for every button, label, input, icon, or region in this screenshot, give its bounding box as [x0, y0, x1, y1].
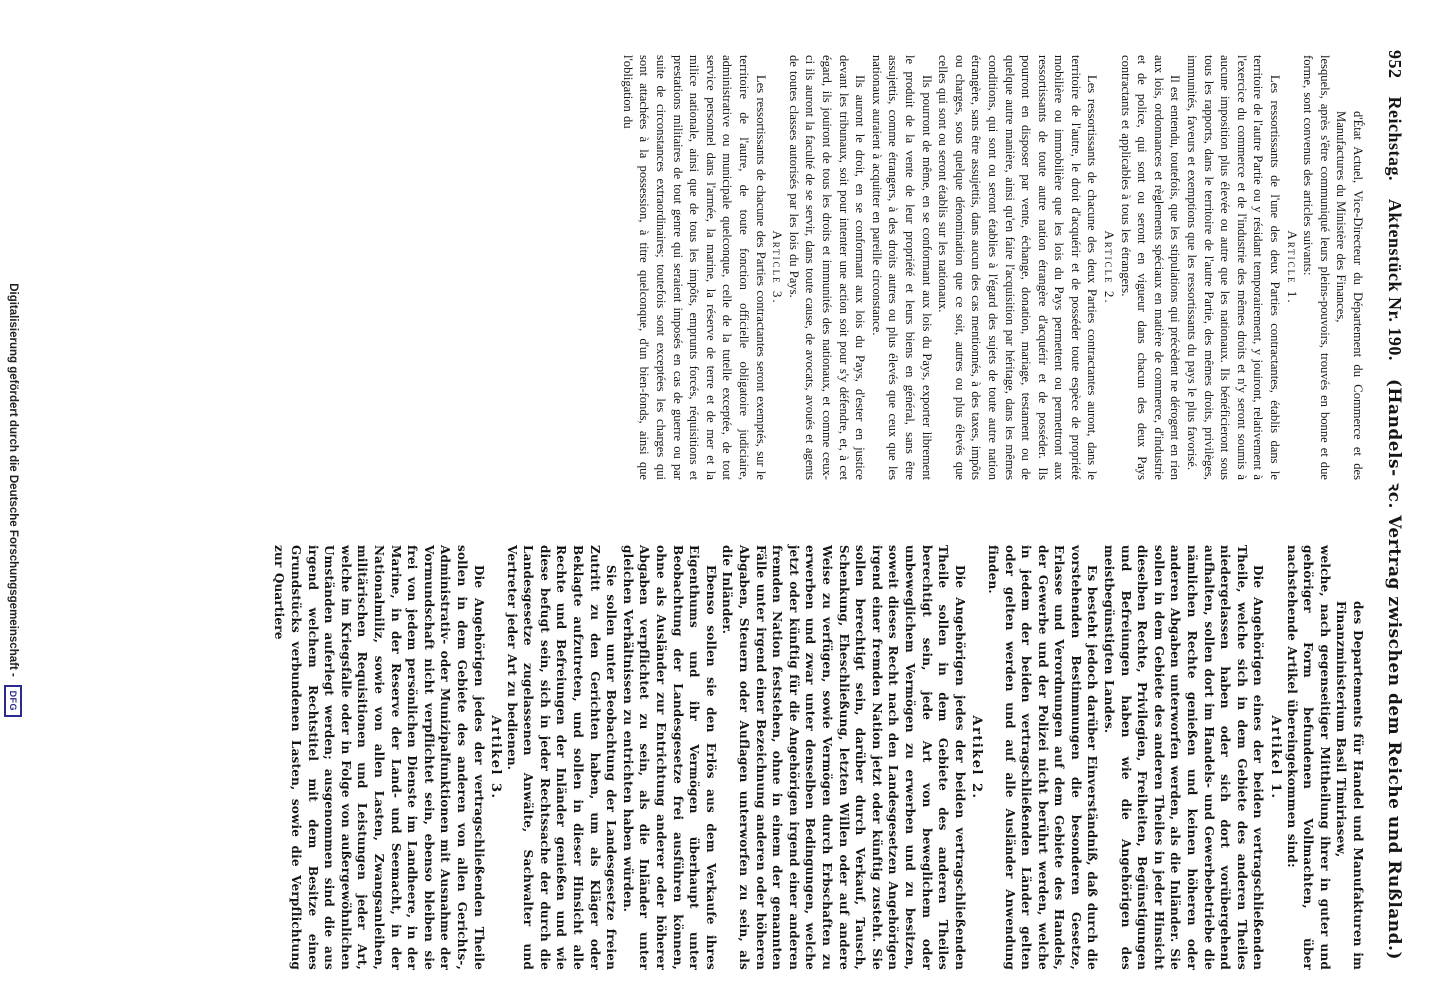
- intro-paragraph: lesquels, après s'être communiqué leurs pleins-pouvoirs, trouvés en bonne et due forme, sont convenus des articles suivants:: [1301, 55, 1332, 480]
- header-document-number: Aktenstück Nr. 190.: [1385, 199, 1405, 361]
- page-header: [1384, 50, 1418, 985]
- article-heading: Article 1.: [1284, 230, 1300, 305]
- page-number: 952: [1385, 50, 1405, 79]
- article-paragraph: Ebenso sollen sie den Erlös aus dem Verkaufe ihres Eigenthums und ihr Vermögen überhaupt unter Beobachtung der Landesgesetze frei ausführen können, ohne als Ausländer zur Entrichtung anderer oder höherer Abgaben verpflichtet zu sein, als die Inländer unter gleichen Verhältnissen zu entrichten haben würden.: [620, 545, 718, 970]
- article-heading: Artikel 2.: [969, 715, 985, 800]
- german-column: [271, 545, 1366, 970]
- article-heading: Article 3.: [770, 230, 786, 305]
- footer-text: Digitalisierung gefördert durch die Deutsche Forschungsgemeinschaft -: [7, 283, 19, 677]
- article-paragraph: Il est entendu, toutefois, que les stipulations qui précèdent ne dérogent en rien aux lois, ordonnances et règlements spéciaux en matière de commerce, d'industrie et de police, qui sont ou seront en vigueur dans chacun des deux Pays contractants et applicables à tous les étrangers.: [1118, 55, 1183, 480]
- article-paragraph: Ils pourront de même, en se conformant aux lois du Pays, exporter librement le produit de la vente de leur propriété et leurs biens en général, sans être assujettis, comme étrangers, à des droits autres ou plus élevés que ceux que les nationaux auraient à acquitter en pareille circonstance.: [869, 55, 934, 480]
- dfg-logo: DFG: [4, 685, 22, 717]
- article-paragraph: Les ressortissants de l'une des deux Parties contractantes, établis dans le territoire de l'autre Partie ou y résidant temporairement, y jouiront, relativement à l'exercice du commerce et de l'industrie des mêmes droits et n'y seront soumis à aucune imposition plus élevée ou autre que les nationaux. Ils bénéficieront sous tous les rapports, dans le territoire de l'autre Partie, des mêmes droits, privilèges, immunités, faveurs et exemptions que les ressortissants du pays le plus favorisé.: [1185, 55, 1283, 480]
- article-heading: Artikel 3.: [488, 715, 504, 800]
- article-paragraph: Die Angehörigen eines der beiden vertragschließenden Theile, welche sich in dem Gebiete des anderen Theiles niedergelassen haben oder sich dort vorübergehend aufhalten, sollen dort im Handels- und Gewerbebetriebe die nämlichen Rechte genießen und keinen höheren oder anderen Abgaben unterworfen werden, als die Inländer. Sie sollen in dem Gebiete des anderen Theiles in jeder Hinsicht dieselben Rechte, Privilegien, Freiheiten, Begünstigungen und Befreiungen haben wie die Angehörigen des meistbegünstigten Landes.: [1102, 545, 1266, 970]
- intro-paragraph: d'État Actuel, Vice-Directeur du Département du Commerce et des Manufactures du Ministère des Finances,: [1334, 111, 1365, 480]
- article-paragraph: Die Angehörigen jedes der beiden vertragschließenden Theile sollen in dem Gebiete des anderen Theiles berechtigt sein, jede Art von beweglichem oder unbeweglichem Vermögen zu erwerben und zu besitzen, soweit dieses Recht nach den Landesgesetzen Angehörigen irgend einer fremden Nation jetzt oder künftig zusteht. Sie sollen berechtigt sein, darüber durch Verkauf, Tausch, Schenkung, Eheschließung, letzten Willen oder auf andere Weise zu verfügen, sowie Vermögen durch Erbschaften zu erwerben und zwar unter denselben Bedingungen, welche jetzt oder künftig für die Angehörigen irgend einer anderen fremden Nation feststehen, ohne in einem der genannten Fälle unter irgend einer Bezeichnung anderen oder höheren Abgaben, Steuern oder Auflagen unterworfen zu sein, als die Inländer.: [720, 545, 967, 970]
- french-column: [619, 55, 1366, 480]
- intro-paragraph: des Departements für Handel und Manufakturen im Finanzministerium Basil Timiriasew,: [1334, 601, 1365, 970]
- article-paragraph: Ils auront le droit, en se conformant aux lois du Pays, d'ester en justice devant les tribunaux, soit pour intenter une action soit pour s'y défendre, et, à cet égard, ils jouiront de tous les droits et immunités des nationaux, et comme ceux-ci ils auront la faculté de se servir, dans toute cause, de avocats, avoués et agents de toutes classes autorisés par les lois du Pays.: [786, 55, 868, 480]
- article-paragraph: Les ressortissants de chacune des deux Parties contractantes auront, dans le territoire de l'autre, le droit d'acquérir et de posséder toute espèce de propriété mobilière ou immobilière que les lois du Pays permettent ou permettront aux ressortissants de toute autre nation étrangère d'acquérir et de posséder. Ils pourront en disposer par vente, échange, donation, mariage, testament ou de quelque autre manière, ainsi qu'en faire l'acquisition par héritage, dans les mêmes conditions, qui sont ou seront établies à l'égard des sujets de toute autre nation étrangère, sans être assujettis, dans aucun des cas mentionnés, à des taxes, impôts ou charges, sous quelque dénomination que ce soit, autres ou plus élevés que celles qui sont ou seront établis sur les nationaux.: [936, 55, 1100, 480]
- header-source: Reichstag.: [1385, 96, 1405, 181]
- article-paragraph: Les ressortissants de chacune des Parties contractantes seront exemptés, sur le territoire de l'autre, de toute fonction officielle obligatoire judiciaire, administrative ou municipale quelconque, celle de la tutelle exceptée, de tout service personnel dans l'armée, la marine, la réserve de terre et de mer et la milice nationale, ainsi que de tous les impôts, emprunts forcés, réquisitions et prestations militaires de tout genre qui seraient imposés en cas de guerre ou par suite de circonstances extraordinaires; toutefois sont exceptées les charges qui sont attachées à la possession, à titre quelconque, d'un bien-fonds, ainsi que l'obligation du: [620, 55, 768, 480]
- article-heading: Artikel 1.: [1268, 715, 1284, 800]
- article-paragraph: Es besteht jedoch darüber Einverständniß, daß durch die vorstehenden Bestimmungen die besonderen Gesetze, Erlasse und Verordnungen auf dem Gebiete des Handels, der Gewerbe und der Polizei nicht berührt werden, welche in jedem der beiden vertragschließenden Länder gelten oder gelten werden und auf alle Ausländer Anwendung finden.: [985, 545, 1100, 970]
- article-heading: Article 2.: [1102, 230, 1118, 305]
- intro-paragraph: welche, nach gegenseitiger Mittheilung ihrer in guter und gehöriger Form befundenen Vollmachten, über nachstehende Artikel übereingekommen sind:: [1284, 545, 1332, 970]
- article-paragraph: Die Angehörigen jedes der vertragschließenden Theile sollen in dem Gebiete des anderen von allen Gerichts-, Administrativ- oder Munizipalfunktionen mit Ausnahme der Vormundschaft nicht verpflichtet sein, ebenso bleiben sie frei von jedem persönlichen Dienste im Landheere, in der Marine, in der Reserve der Land- und Seemacht, in der Nationalmiliz, sowie von allen Lasten, Zwangsanleihen, militärischen Requisitionen und Leistungen jeder Art, welche im Kriegsfalle oder in Folge von außergewöhnlichen Umständen auferlegt werden; ausgenommen sind die aus irgend welchem Rechtstitel mit dem Besitze eines Grundstücks verbundenen Lasten, sowie die Verpflichtung zur Quartiere: [272, 545, 486, 970]
- article-paragraph: Sie sollen unter Beobachtung der Landesgesetze freien Zutritt zu den Gerichten haben, um als Kläger oder Beklagte aufzutreten, und sollen in dieser Hinsicht alle Rechte und Befreiungen der Inländer genießen und wie diese befugt sein, sich in jeder Rechtssache der durch die Landesgesetze zugelassenen Anwälte, Sachwalter und Vertreter jeder Art zu bedienen.: [504, 545, 619, 970]
- header-title: (Handels- ꝛc. Vertrag zwischen dem Reiche und Rußland.): [1384, 378, 1404, 961]
- digitization-footer: [2, 0, 24, 1000]
